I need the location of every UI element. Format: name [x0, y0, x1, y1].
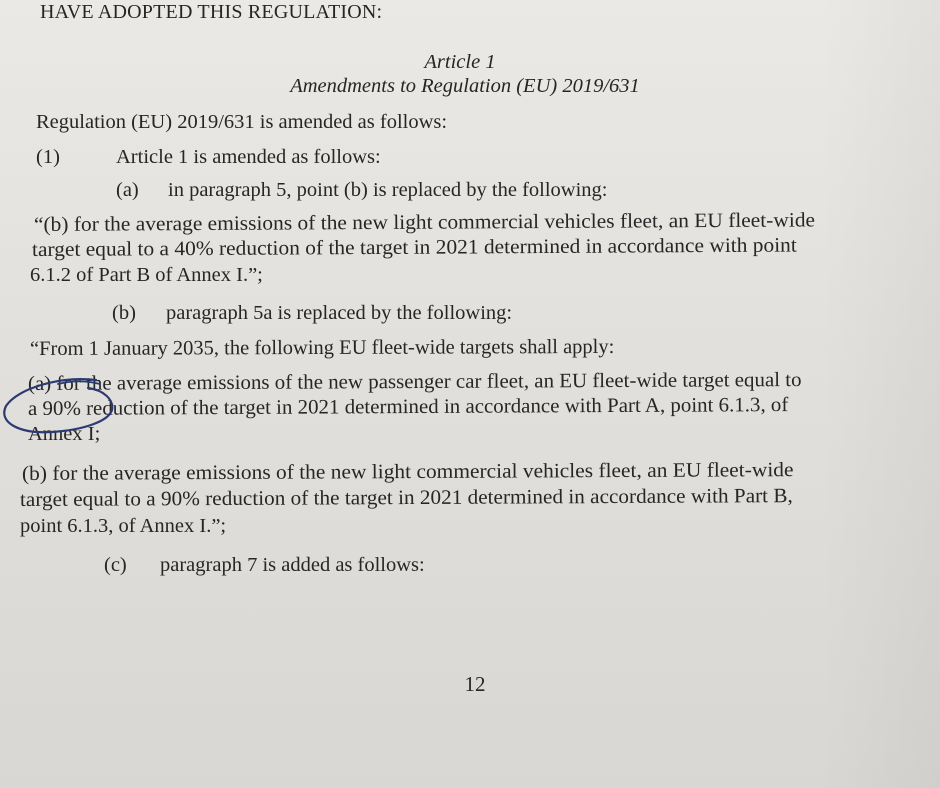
header-text: HAVE ADOPTED THIS REGULATION: [40, 1, 383, 23]
point-b [112, 301, 512, 325]
point-b-text: paragraph 5a is replaced by the following: [166, 302, 513, 324]
point-c-text: paragraph 7 is added as follows: [160, 554, 425, 576]
item-1-marker: (1) [36, 146, 60, 168]
quote-2b-line-1: (b) for the average emissions of the new light commercial vehicles fleet, an EU fleet-wide [21, 459, 794, 485]
header-line [40, 0, 382, 24]
quote-2a-line-1: (a) for the average emissions of the new passenger car fleet, an EU fleet-wide target equal to [27, 369, 802, 395]
quote-1-line-3: 6.1.2 of Part B of Annex I.”; [30, 264, 263, 286]
intro-line: Regulation (EU) 2019/631 is amended as follows: [36, 111, 448, 133]
item-1-text: Article 1 is amended as follows: [116, 146, 381, 168]
point-c-marker: (c) [104, 554, 127, 576]
point-c [104, 553, 425, 577]
quote-1-line-1: “(b) for the average emissions of the new light commercial vehicles fleet, an EU fleet-wide [33, 209, 816, 236]
point-a-text: in paragraph 5, point (b) is replaced by the following: [168, 179, 608, 201]
quote-2a-line-2: a 90% reduction of the target in 2021 determined in accordance with Part A, point 6.1.3, of [27, 394, 789, 420]
point-b-marker: (b) [112, 302, 136, 324]
page-shadow [820, 0, 940, 788]
quote-1-line-2: target equal to a 40% reduction of the target in 2021 determined in accordance with point [31, 234, 797, 261]
item-1 [36, 145, 381, 169]
point-a [116, 178, 608, 202]
quote-2b-line-2: target equal to a 90% reduction of the target in 2021 determined in accordance with Part B, [19, 485, 793, 511]
page-number: 12 [464, 672, 486, 696]
article-number: Article 1 [424, 51, 496, 73]
point-a-marker: (a) [116, 179, 139, 201]
quote-2a-line-3: Annex I; [28, 423, 101, 445]
quote-2b-line-3: point 6.1.3, of Annex I.”; [20, 515, 227, 537]
article-title: Amendments to Regulation (EU) 2019/631 [290, 75, 640, 97]
quote-2-intro: “From 1 January 2035, the following EU fleet-wide targets shall apply: [29, 335, 615, 360]
